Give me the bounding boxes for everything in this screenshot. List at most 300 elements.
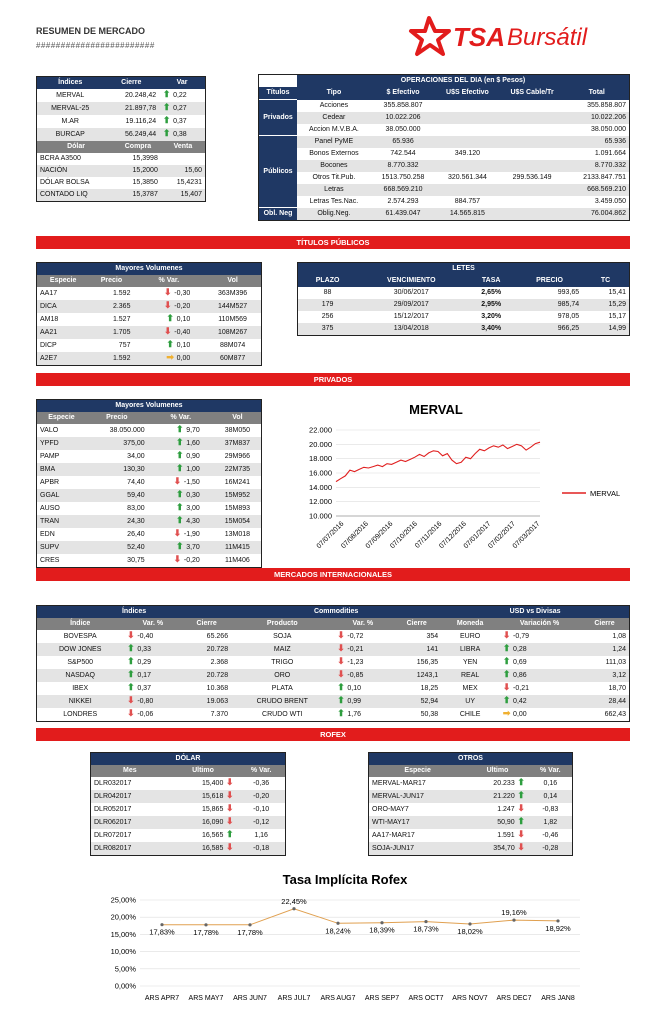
precio: 30,75	[127, 556, 145, 564]
x-tick-label: ARS SEP7	[364, 995, 400, 1002]
arrow-up-icon: ⬆	[166, 339, 174, 349]
table-row	[37, 656, 629, 669]
close-value: 20.728	[182, 643, 231, 656]
data-point	[556, 919, 559, 922]
index-close: 56.249,44	[103, 128, 159, 141]
table-row	[369, 829, 572, 842]
column-header: Índices	[37, 77, 103, 89]
instrument: UY	[441, 695, 499, 708]
precio: 38.050.000	[109, 426, 145, 434]
x-tick-label: ARS JAN8	[541, 995, 575, 1002]
dolar-cell: 15,407	[161, 189, 205, 201]
ops-cell: 65.936	[565, 136, 629, 148]
var-value: -0,79	[511, 633, 530, 640]
especie: AA17	[40, 289, 58, 297]
rofex-otros-table	[368, 752, 573, 856]
especie: CRES	[40, 556, 60, 564]
priv-volumenes-table	[36, 399, 262, 568]
var-value: 0,10	[174, 342, 191, 349]
letes-cell: 15,41	[608, 289, 626, 296]
column-header: % Var.	[237, 765, 285, 777]
var-value: -0,20	[181, 557, 200, 564]
ops-cell: 76.004.862	[565, 208, 629, 221]
close-value: 141	[392, 643, 441, 656]
column-header: Títulos	[259, 87, 297, 100]
precio: 24,30	[86, 515, 148, 528]
logo-tsa: TSA	[453, 22, 505, 52]
var-cell	[148, 476, 214, 489]
ops-cell: 8.770.332	[565, 160, 629, 172]
arrow-down-icon: ⬇	[337, 630, 345, 640]
var-value: 0,00	[174, 355, 191, 362]
contract: DLR032017	[94, 779, 132, 787]
var-value: -1,90	[181, 531, 200, 538]
var-value: 0,17	[135, 672, 151, 679]
var-cell	[133, 300, 204, 313]
arrow-up-icon: ⬆	[502, 643, 511, 653]
var-value: 1,60	[184, 440, 200, 447]
arrow-up-icon: ⬆	[175, 502, 184, 512]
dolar-cell	[161, 153, 205, 165]
letes-cell: 993,65	[557, 289, 580, 296]
var-value: 0,42	[511, 698, 527, 705]
ops-cell: 884.757	[454, 197, 481, 205]
ops-cell	[500, 184, 565, 196]
letes-cell: 15/12/2017	[393, 313, 429, 320]
table-row	[37, 669, 629, 682]
instrument: TRIGO	[271, 658, 294, 666]
ops-cell: 349.120	[454, 149, 481, 157]
var-value: 1,16	[254, 831, 268, 839]
table-row	[369, 790, 572, 803]
column-header: $ Efectivo	[371, 87, 435, 100]
column-header: PRECIO	[517, 275, 582, 287]
table-row	[37, 102, 205, 115]
letes-cell: 3,40%	[465, 323, 516, 335]
column-header: Var	[159, 77, 205, 89]
index-close: 21.897,78	[103, 102, 159, 115]
column-header: Cierre	[182, 618, 231, 630]
ops-cell: 1513.750.258	[381, 173, 425, 181]
var-cell	[123, 630, 182, 643]
column-header: TASA	[465, 275, 516, 287]
var-cell	[148, 528, 214, 541]
report-title-text: RESUMEN DE MERCADO	[36, 26, 146, 36]
data-label: 18,02%	[457, 927, 483, 937]
contract: DLR042017	[91, 790, 169, 803]
last-value: 21.220	[493, 793, 517, 800]
group-label: Privados	[259, 100, 297, 136]
ops-cell: Bonos Externos	[309, 149, 359, 157]
arrow-down-icon: ⬇	[337, 656, 345, 666]
last-value: 354,70	[493, 845, 517, 852]
last-cell	[169, 842, 238, 855]
var-cell	[333, 695, 392, 708]
var-value: -0,40	[135, 633, 154, 640]
var-cell	[333, 682, 392, 695]
y-tick-label: 10.000	[309, 511, 332, 521]
instrument: CHILE	[459, 710, 481, 718]
letes-cell: 985,74	[517, 299, 582, 311]
table-title: DÓLAR	[91, 753, 285, 765]
ops-cell	[500, 124, 565, 136]
arrow-down-icon: ⬇	[226, 803, 234, 813]
rofex-series-line	[162, 909, 558, 925]
dolar-cell: CONTADO LIQ	[37, 189, 115, 201]
legend-label: MERVAL	[590, 489, 621, 498]
ops-cell: 38.050.000	[590, 125, 626, 133]
table-row	[91, 816, 285, 829]
var-value: 1,00	[184, 466, 200, 473]
ops-cell	[500, 136, 565, 148]
close-value: 111,03	[605, 658, 626, 666]
instrument: NIKKEI	[37, 695, 123, 708]
data-label: 17,83%	[149, 927, 175, 937]
precio: 375,00	[86, 437, 148, 450]
arrow-down-icon: ⬇	[173, 476, 182, 486]
table-title: OTROS	[369, 753, 572, 765]
var-cell	[333, 669, 392, 682]
var-value: -0,80	[135, 698, 154, 705]
var-cell	[133, 326, 204, 339]
especie: TRAN	[37, 515, 86, 528]
close-value: 7.370	[210, 710, 229, 718]
volumen: 15M952	[214, 489, 261, 502]
dolar-cell: 15,4231	[176, 179, 202, 186]
arrow-down-icon: ⬇	[127, 630, 135, 640]
data-point	[468, 922, 471, 925]
ops-cell: Letras	[297, 184, 371, 196]
volumen: 144M527	[204, 300, 261, 313]
index-var	[159, 115, 205, 128]
column-header: Dólar	[37, 141, 115, 153]
arrow-down-icon: ⬇	[226, 777, 234, 787]
column-header: Cierre	[392, 618, 441, 630]
arrow-up-icon: ⬆	[166, 313, 174, 323]
x-tick-label: ARS NOV7	[452, 995, 488, 1002]
last-cell	[169, 803, 238, 816]
var-value: -0,28	[529, 842, 572, 855]
arrow-up-icon: ⬆	[175, 515, 184, 525]
table-row	[91, 829, 285, 842]
var-value: -1,50	[181, 479, 200, 486]
section-privados: PRIVADOS	[36, 373, 630, 386]
var-cell	[148, 463, 214, 476]
var-cell	[333, 656, 392, 669]
volumen: 22M735	[214, 463, 261, 476]
data-point	[248, 923, 251, 926]
volumen: 38M050	[224, 426, 251, 434]
table-row	[37, 153, 205, 165]
pub-volumenes-table	[36, 262, 262, 366]
table-row	[37, 352, 261, 365]
especie: AM18	[40, 315, 59, 323]
especie: PAMP	[40, 452, 60, 460]
especie: SUPV	[37, 541, 86, 554]
table-row	[259, 184, 629, 196]
table-row	[259, 124, 629, 136]
column-header: Precio	[86, 412, 148, 424]
var-cell	[499, 669, 580, 682]
var-value: 0,10	[174, 316, 191, 323]
ops-cell: 742.544	[390, 149, 416, 157]
close-value: 19.063	[182, 695, 231, 708]
ops-cell: 355.858.807	[383, 101, 423, 109]
last-value: 16,585	[201, 845, 226, 852]
precio: 34,00	[127, 452, 145, 460]
x-tick-label: ARS JUL7	[277, 995, 311, 1002]
ops-cell: 14.565.815	[435, 208, 499, 221]
data-label: 22,45%	[281, 896, 307, 906]
var-cell	[333, 630, 392, 643]
arrow-up-icon: ⬆	[517, 790, 525, 800]
ops-cell: 320.561.344	[447, 173, 487, 181]
var-value: 0,28	[511, 646, 527, 653]
volumen: 11M415	[214, 541, 261, 554]
volumen: 11M406	[225, 556, 250, 564]
var-value: 0,37	[135, 685, 151, 692]
index-name: BURCAP	[37, 128, 103, 141]
table-row	[259, 136, 629, 148]
x-tick-label: ARS AUG7	[320, 995, 356, 1002]
report-date: ########################	[36, 41, 155, 50]
data-point	[336, 922, 339, 925]
column-header: PLAZO	[298, 275, 357, 287]
column-header: Tipo	[297, 87, 371, 100]
last-value: 50,90	[497, 819, 517, 826]
last-cell	[466, 829, 528, 842]
column-header: Ultimo	[466, 765, 528, 777]
arrow-down-icon: ⬇	[337, 643, 345, 653]
y-tick-label: 20.000	[309, 439, 332, 449]
section-titulos-publicos: TÍTULOS PÚBLICOS	[36, 236, 630, 249]
arrow-down-icon: ⬇	[517, 803, 525, 813]
table-row	[91, 777, 285, 790]
column-header: Moneda	[441, 618, 499, 630]
ops-cell: 38.050.000	[385, 125, 421, 133]
letes-table	[297, 262, 630, 336]
column-header: Cierre	[580, 618, 629, 630]
precio: 83,00	[127, 504, 145, 512]
data-label: 19,16%	[501, 908, 527, 918]
letes-cell: 30/06/2017	[393, 289, 429, 296]
y-tick-label: 10,00%	[110, 947, 136, 957]
y-tick-label: 0,00%	[114, 981, 136, 991]
dolar-cell: 15,3850	[132, 179, 158, 186]
arrow-up-icon: ⬆	[502, 656, 511, 666]
ops-cell	[435, 184, 499, 196]
index-name: M.AR	[61, 117, 79, 125]
index-close: 19.116,24	[125, 117, 157, 125]
arrow-down-icon: ⬇	[164, 300, 172, 310]
last-cell	[169, 777, 238, 790]
last-value: 15,865	[201, 806, 226, 813]
close-value: 3,12	[580, 669, 629, 682]
dolar-cell: BCRA A3500	[40, 155, 81, 162]
arrow-up-icon: ⬆	[337, 695, 345, 705]
column-header: Var. %	[333, 618, 392, 630]
arrow-down-icon: ⬇	[226, 842, 234, 852]
last-value: 1.247	[497, 806, 517, 813]
letes-cell: 88	[323, 289, 332, 296]
ops-cell: Acciones	[319, 101, 349, 109]
table-row	[37, 424, 261, 437]
ops-cell	[435, 100, 499, 112]
index-var-value: 0,27	[171, 105, 187, 112]
especie: DICA	[37, 300, 89, 313]
close-value: 50,38	[420, 710, 439, 718]
column-header: U$S Efectivo	[435, 87, 499, 100]
y-tick-label: 25,00%	[110, 895, 136, 905]
volumen: 363M396	[218, 289, 248, 297]
table-row	[37, 437, 261, 450]
arrow-up-icon: ⬆	[162, 102, 171, 112]
instrument: SOJA	[273, 632, 292, 640]
last-cell	[466, 816, 528, 829]
arrow-up-icon: ⬆	[175, 424, 184, 434]
var-cell	[499, 682, 580, 695]
ops-cell	[500, 148, 565, 160]
arrow-down-icon: ⬇	[226, 790, 234, 800]
precio: 59,40	[86, 489, 148, 502]
var-value: 0,90	[184, 453, 200, 460]
especie: AA21	[37, 326, 89, 339]
column-header: Variación %	[499, 618, 580, 630]
y-tick-label: 5,00%	[114, 964, 136, 974]
letes-cell: 2,95%	[465, 299, 516, 311]
volumen: 60M877	[204, 352, 261, 365]
arrow-up-icon: ⬆	[162, 89, 171, 99]
ops-cell: 1.091.664	[594, 149, 626, 157]
letes-cell: 2,65%	[481, 289, 502, 296]
section-internacionales: MERCADOS INTERNACIONALES	[36, 568, 630, 581]
column-header: % Var.	[133, 275, 204, 287]
volumen: 37M837	[214, 437, 261, 450]
ops-cell: 8.770.332	[371, 160, 435, 172]
column-header: Var. %	[123, 618, 182, 630]
table-row	[37, 300, 261, 313]
rofex-chart	[100, 868, 590, 1018]
column-header: Compra	[115, 141, 161, 153]
precio: 1.592	[89, 352, 133, 365]
var-cell	[499, 695, 580, 708]
x-tick-label: 07/11/2016	[414, 520, 444, 550]
arrow-up-icon: ⬆	[517, 777, 525, 787]
especie: GGAL	[37, 489, 86, 502]
instrument: LIBRA	[441, 643, 499, 656]
table-row	[298, 311, 629, 323]
instrument: EURO	[460, 632, 481, 640]
var-value: -0,12	[237, 816, 285, 829]
column-header: TC	[582, 275, 629, 287]
contract: SOJA-JUN17	[369, 842, 466, 855]
ops-cell	[500, 160, 565, 172]
blank-cell	[259, 75, 297, 87]
var-cell	[333, 708, 392, 721]
close-value: 1,24	[580, 643, 629, 656]
group-label: Públicos	[259, 136, 297, 208]
table-row	[37, 313, 261, 326]
instrument: PLATA	[271, 684, 293, 692]
table-row	[37, 287, 261, 300]
data-point	[424, 920, 427, 923]
ops-cell	[500, 112, 565, 124]
table-title: Mayores Volumenes	[37, 400, 261, 412]
arrow-down-icon: ⬇	[517, 842, 525, 852]
data-point	[292, 907, 295, 910]
var-value: -0,21	[511, 685, 530, 692]
close-value: 28,44	[580, 695, 629, 708]
arrow-right-icon: ➡	[502, 708, 511, 718]
chart-title: Tasa Implícita Rofex	[282, 872, 408, 887]
instrument: CRUDO WTI	[262, 710, 303, 718]
table-row	[37, 515, 261, 528]
ops-cell	[435, 124, 499, 136]
table-row	[37, 476, 261, 489]
instrument: S&P500	[67, 658, 94, 666]
table-row	[37, 339, 261, 352]
x-tick-label: ARS DEC7	[496, 995, 532, 1002]
intl-table	[36, 605, 630, 722]
var-value: -0,30	[172, 290, 191, 297]
var-cell	[499, 630, 580, 643]
column-header: Venta	[161, 141, 205, 153]
section-rofex: ROFEX	[36, 728, 630, 741]
data-label: 18,92%	[545, 923, 571, 933]
arrow-up-icon: ⬆	[175, 489, 184, 499]
instrument: DOW JONES	[37, 643, 123, 656]
close-value: 65.266	[206, 632, 229, 640]
var-value: -1,23	[345, 659, 364, 666]
var-value: 1,76	[345, 711, 362, 718]
table-row	[259, 148, 629, 160]
precio: 1.527	[112, 315, 131, 323]
letes-cell: 13/04/2018	[357, 323, 465, 335]
table-row	[37, 450, 261, 463]
var-cell	[133, 352, 204, 365]
y-tick-label: 20,00%	[110, 912, 136, 922]
x-tick-label: ARS MAY7	[188, 995, 224, 1002]
last-cell	[169, 829, 238, 842]
table-row	[259, 196, 629, 208]
table-row	[37, 528, 261, 541]
x-tick-label: 07/12/2016	[438, 520, 468, 551]
table-title: LETES	[298, 263, 629, 275]
index-var-value: 0,37	[171, 118, 187, 125]
close-value: 156,35	[416, 658, 439, 666]
precio: 74,40	[127, 478, 145, 486]
table-row	[37, 695, 629, 708]
contract: WTI-MAY17	[369, 816, 466, 829]
var-value: 0,00	[511, 711, 527, 718]
dolar-cell: 15,2000	[115, 165, 161, 177]
data-label: 18,39%	[369, 925, 395, 935]
var-value: 9,70	[184, 427, 200, 434]
ops-cell	[500, 196, 565, 208]
column-header: Producto	[231, 618, 333, 630]
close-value: 1,08	[612, 632, 626, 640]
arrow-up-icon: ⬆	[502, 669, 511, 679]
index-var	[159, 89, 205, 102]
ops-cell: 10.022.206	[371, 112, 435, 124]
last-value: 15,400	[201, 780, 226, 787]
index-var-value: 0,38	[171, 131, 187, 138]
var-value: -0,20	[237, 790, 285, 803]
column-header: Cierre	[103, 77, 159, 89]
column-header: Mes	[91, 765, 169, 777]
var-value: 0,14	[529, 790, 572, 803]
ops-cell	[435, 136, 499, 148]
